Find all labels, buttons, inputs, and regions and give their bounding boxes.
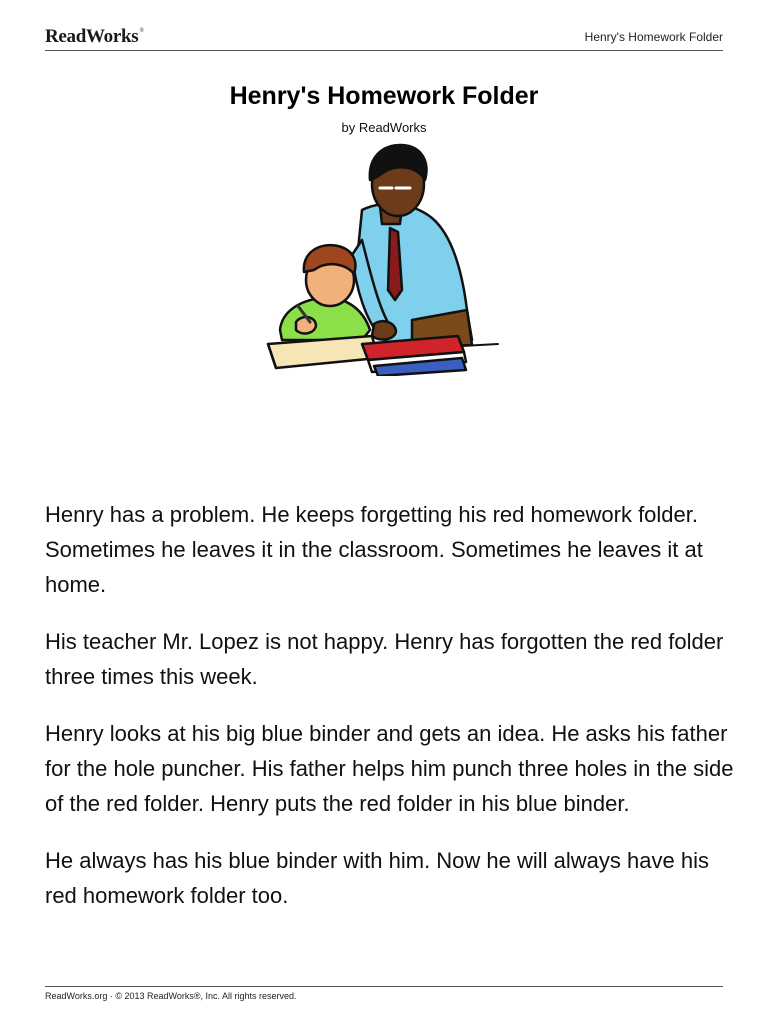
page-footer	[45, 986, 723, 1001]
logo-registered-mark: ®	[139, 28, 144, 34]
article-title: Henry's Homework Folder	[229, 82, 539, 110]
running-title: Henry's Homework Folder	[584, 30, 723, 44]
teacher-student-illustration	[262, 140, 506, 376]
article-byline: by ReadWorks	[341, 120, 427, 135]
page-header	[45, 26, 723, 51]
logo-text: ReadWorks	[45, 26, 139, 47]
footer-copyright: ReadWorks.org · © 2013 ReadWorks®, Inc. All rights reserved.	[45, 991, 297, 1001]
story-paragraph-4: He always has his blue binder with him. Now he will always have his red homework folder too.	[45, 848, 709, 908]
story-paragraph-2: His teacher Mr. Lopez is not happy. Henry has forgotten the red folder three times this week.	[45, 629, 724, 689]
story-text	[45, 497, 735, 935]
story-paragraph-3: Henry looks at his big blue binder and gets an idea. He asks his father for the hole puncher. His father helps him punch three holes in the side of the red folder. Henry puts the red folder in his blue binder.	[45, 721, 734, 816]
teacher-helping-student-icon	[262, 140, 506, 376]
readworks-logo	[45, 26, 144, 48]
story-paragraph-1: Henry has a problem. He keeps forgetting his red homework folder. Sometimes he leaves it in the classroom. Sometimes he leaves it at home.	[45, 502, 703, 597]
